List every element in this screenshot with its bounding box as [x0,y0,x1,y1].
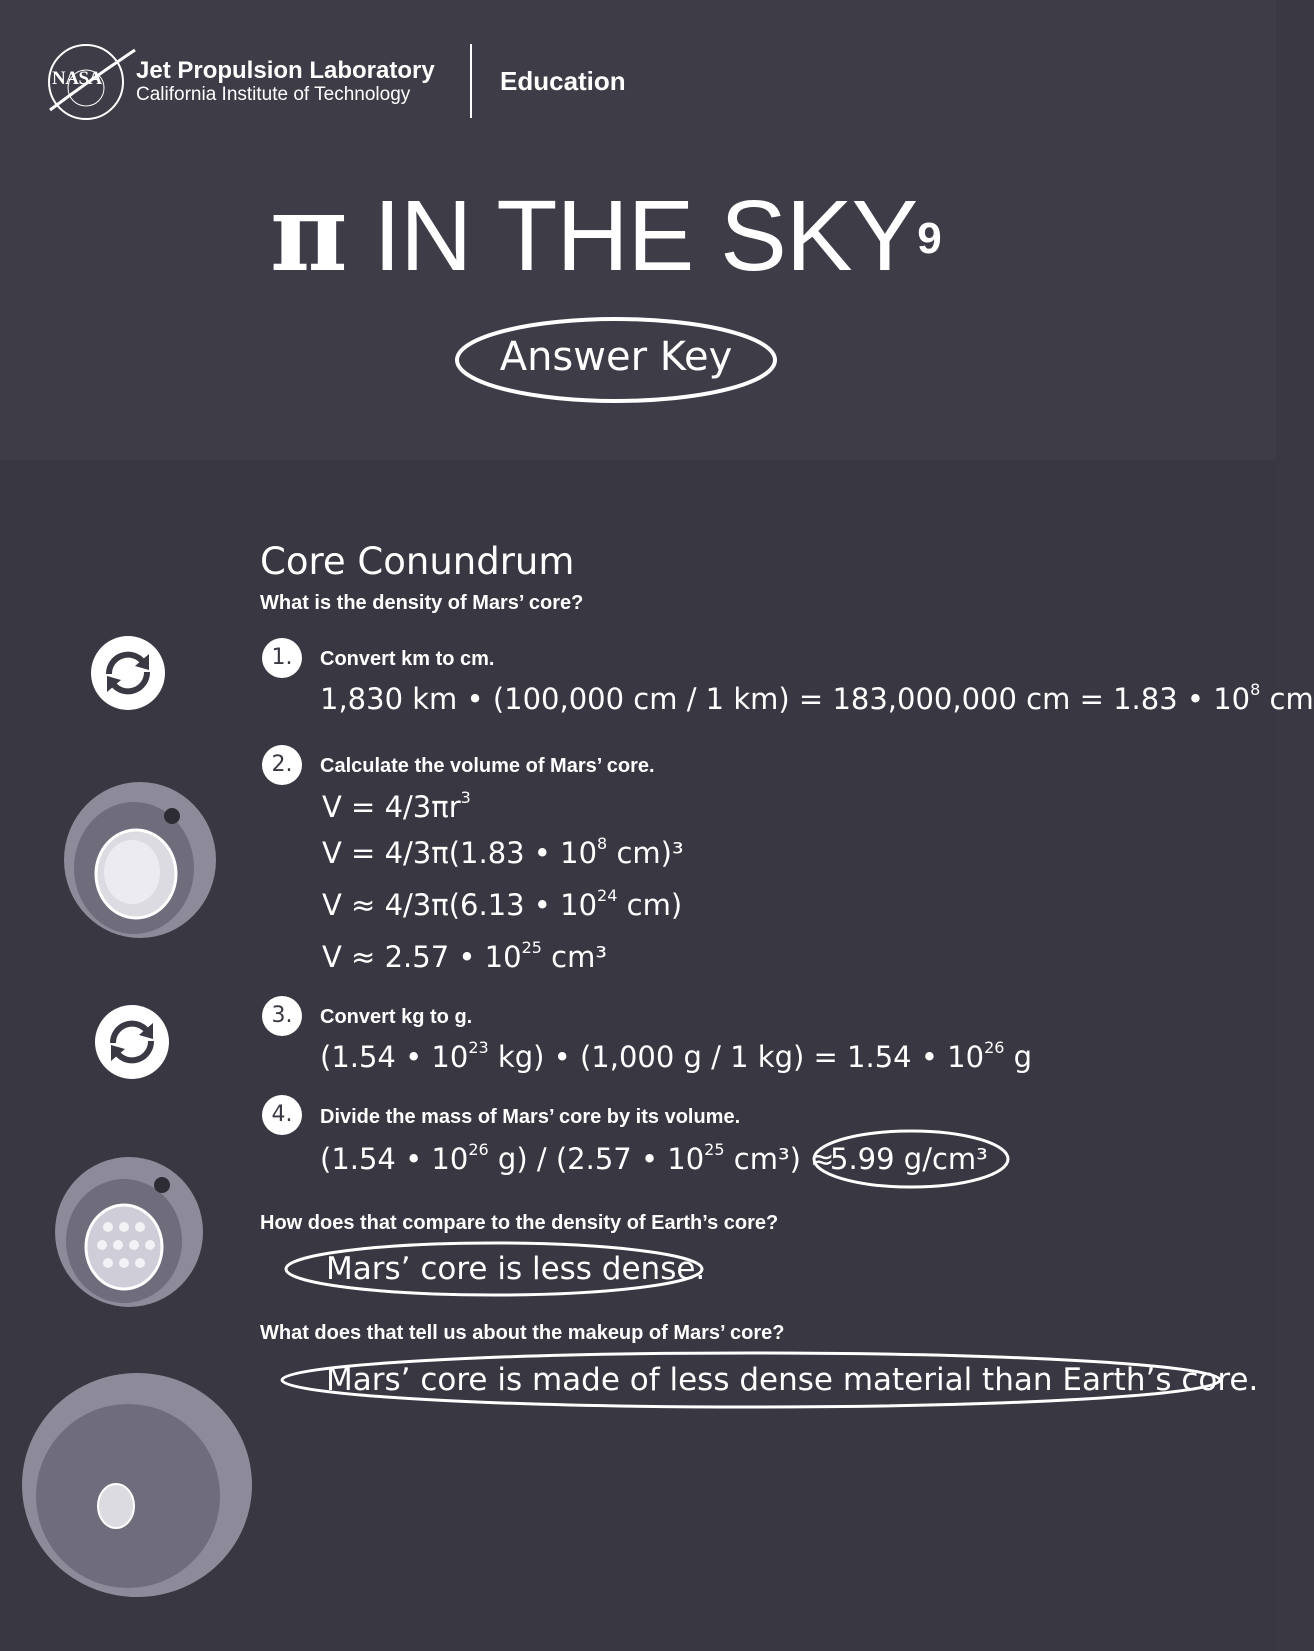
step-number: 4. [262,1095,302,1135]
section-title: Core Conundrum [260,540,575,583]
step-label: Divide the mass of Mars’ core by its volume. [320,1106,741,1128]
compare-answer: Mars’ core is less dense. [326,1251,706,1287]
earth-core-illustration-icon [52,1155,207,1310]
step-number: 3. [262,996,302,1036]
compare-question: How does that compare to the density of Earth’s core? [260,1212,779,1234]
step2-equation-line: V ≈ 2.57 • $10^{25}$ cm³ [322,938,607,974]
refresh-icon[interactable] [95,1005,169,1079]
header-divider [470,44,472,118]
step-number: 1. [262,638,302,678]
step-number: 2. [262,745,302,785]
section-link-education[interactable]: Education [500,66,626,96]
title-main: IN THE SKY [346,180,918,292]
makeup-answer: Mars’ core is made of less dense material than Earth’s core. [326,1362,1259,1398]
step-label: Calculate the volume of Mars’ core. [320,755,655,777]
step1-equation: 1,830 km • (100,000 cm / 1 km) = 183,000,000 cm = 1.83 • $10^8$ cm [320,680,1314,716]
step4-equation: (1.54 • $10^{26}$ g) / (2.57 • $10^{25}$ cm³) ≈ [320,1140,835,1176]
makeup-question: What does that tell us about the makeup of Mars’ core? [260,1322,785,1344]
nasa-logo-text: NASA [52,68,102,89]
step-label: Convert kg to g. [320,1006,473,1028]
step-label: Convert km to cm. [320,648,495,670]
density-answer: 5.99 g/cm³ [830,1142,988,1176]
step3-equation: (1.54 • $10^{23}$ kg) • (1,000 g / 1 kg) = 1.54 • $10^{26}$ g [320,1038,1033,1074]
refresh-icon[interactable] [91,636,165,710]
main-question: What is the density of Mars’ core? [260,592,584,614]
step2-equation-line: V ≈ 4/3π(6.13 • $10^{24}$ cm) [322,886,683,922]
lab-name: Jet Propulsion Laboratory [136,57,435,84]
title-pi: π [270,170,347,295]
step2-equation-line: $V = 4/3\pi r^3$ [322,788,471,824]
title-issue-number: 9 [917,214,941,263]
mars-core-illustration-icon [62,780,222,940]
page-title [270,170,941,295]
lab-subtitle: California Institute of Technology [136,84,411,105]
answer-key-label: Answer Key [499,334,733,380]
planet-cutaway-illustration-icon [20,1370,255,1600]
step2-equation-line: V = 4/3π(1.83 • $10^8$ cm)³ [322,834,684,870]
